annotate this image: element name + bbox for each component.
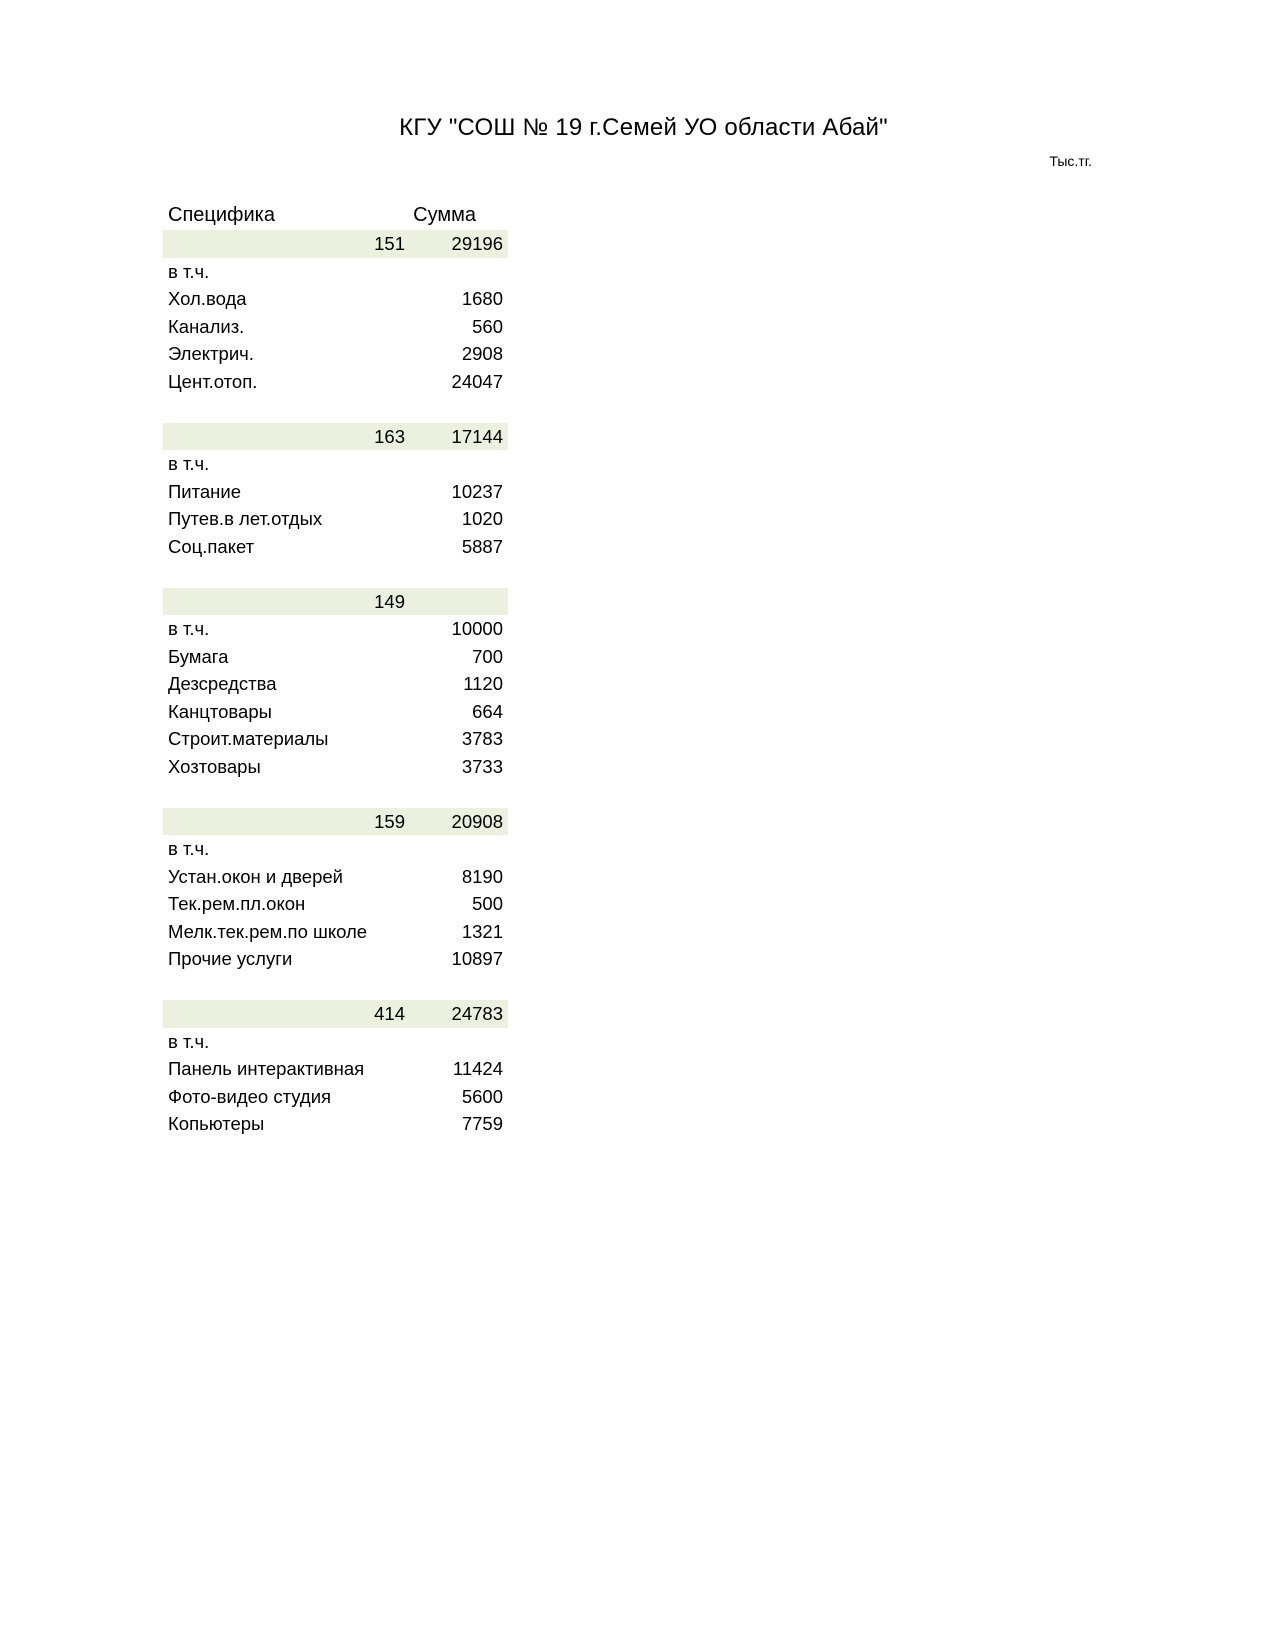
item-sum: 24047 <box>451 370 503 392</box>
item-name: в т.ч. <box>168 838 210 859</box>
item-sum: 10897 <box>451 948 503 969</box>
item-name: Прочие услуги <box>168 948 293 969</box>
header-sum: Сумма <box>413 204 476 226</box>
group-code: 151 <box>374 233 405 254</box>
spacer-row <box>163 780 508 808</box>
item-name: Путев.в лет.отдых <box>168 508 323 529</box>
group-total-row <box>163 808 508 836</box>
item-sum: 2908 <box>461 343 503 364</box>
item-name: Панель интерактивная <box>168 1058 365 1079</box>
group-total: 20908 <box>451 810 503 832</box>
item-sum: 3783 <box>461 728 503 749</box>
budget-table <box>163 201 508 1138</box>
table-row <box>163 1028 508 1056</box>
group-total-row <box>163 1000 508 1028</box>
item-sum: 8190 <box>461 865 503 887</box>
item-sum: 1020 <box>461 508 503 529</box>
item-sum: 1120 <box>463 673 503 694</box>
item-name: Тек.рем.пл.окон <box>168 893 306 914</box>
item-sum: 3733 <box>461 755 503 777</box>
table-row <box>163 890 508 918</box>
group-code: 414 <box>374 1003 405 1024</box>
item-name: Устан.окон и дверей <box>168 865 344 887</box>
item-name: в т.ч. <box>168 260 210 282</box>
group-code: 159 <box>374 810 405 832</box>
table-row <box>163 533 508 561</box>
item-name: Питание <box>168 480 242 502</box>
item-name: Дезсредства <box>168 673 277 694</box>
item-sum: 5600 <box>461 1085 503 1107</box>
group-total-row <box>163 588 508 616</box>
group-code: 163 <box>374 425 405 447</box>
table-row <box>163 450 508 478</box>
item-name: в т.ч. <box>168 1030 210 1052</box>
item-name: в т.ч. <box>168 618 210 639</box>
item-sum: 1321 <box>461 920 503 942</box>
item-sum: 560 <box>472 315 503 337</box>
group-code: 149 <box>374 590 405 612</box>
table-row <box>163 1055 508 1083</box>
table-header-row <box>163 201 508 230</box>
table-row <box>163 835 508 863</box>
item-name: Мелк.тек.рем.по школе <box>168 920 368 942</box>
item-sum: 500 <box>472 893 503 914</box>
item-name: Хозтовары <box>168 755 261 777</box>
table-row <box>163 918 508 946</box>
table-row <box>163 258 508 286</box>
group-total: 29196 <box>451 233 503 254</box>
table-row <box>163 945 508 973</box>
item-name: Соц.пакет <box>168 535 255 557</box>
table-row <box>163 313 508 341</box>
group-total-row <box>163 423 508 451</box>
item-sum: 664 <box>472 700 503 722</box>
table-row <box>163 615 508 643</box>
item-name: в т.ч. <box>168 453 210 474</box>
item-sum: 10237 <box>451 480 503 502</box>
table-row <box>163 478 508 506</box>
header-specifics: Специфика <box>168 204 275 226</box>
group-total: 24783 <box>451 1003 503 1024</box>
table-row <box>163 643 508 671</box>
table-row <box>163 285 508 313</box>
item-sum: 7759 <box>461 1113 503 1134</box>
item-name: Цент.отоп. <box>168 370 258 392</box>
document-title: КГУ "СОШ № 19 г.Семей УО области Абай" <box>399 114 888 141</box>
units-label: Тыс.тг. <box>1049 153 1092 169</box>
item-sum: 11424 <box>452 1058 503 1079</box>
table-row <box>163 753 508 781</box>
spacer-row <box>163 973 508 1001</box>
spacer-row <box>163 560 508 588</box>
table-row <box>163 1110 508 1138</box>
table-row <box>163 725 508 753</box>
group-total: 17144 <box>451 425 503 447</box>
item-name: Электрич. <box>168 343 254 364</box>
spacer-row <box>163 395 508 423</box>
item-name: Хол.вода <box>168 288 247 309</box>
item-name: Фото-видео студия <box>168 1085 332 1107</box>
item-sum: 1680 <box>461 288 503 309</box>
item-sum: 700 <box>472 645 503 667</box>
table-row <box>163 340 508 368</box>
item-name: Канализ. <box>168 315 245 337</box>
item-sum: 5887 <box>461 535 503 557</box>
group-total-row <box>163 230 508 258</box>
table-row <box>163 1083 508 1111</box>
table-row <box>163 670 508 698</box>
item-name: Бумага <box>168 645 229 667</box>
item-name: Канцтовары <box>168 700 272 722</box>
item-name: Копьютеры <box>168 1113 265 1134</box>
table-row <box>163 368 508 396</box>
table-row <box>163 863 508 891</box>
item-sum: 10000 <box>451 618 503 639</box>
table-row <box>163 505 508 533</box>
item-name: Строит.материалы <box>168 728 329 749</box>
table-row <box>163 698 508 726</box>
